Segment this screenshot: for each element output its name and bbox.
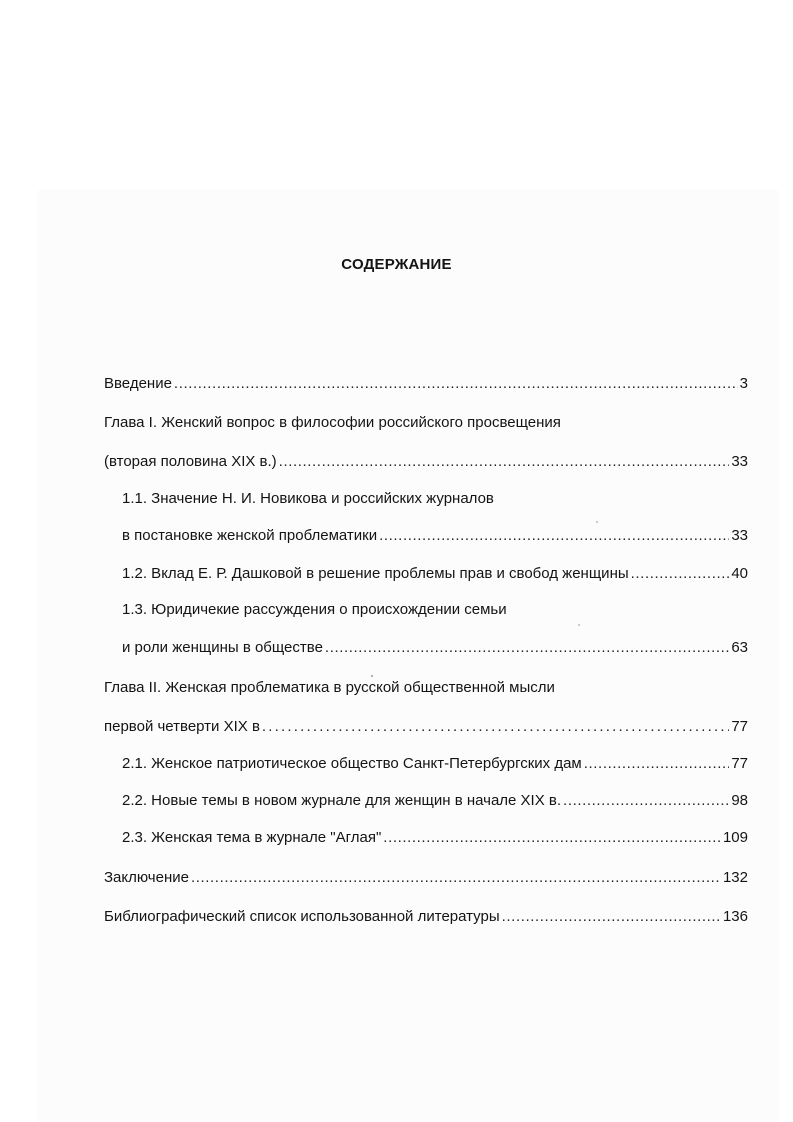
toc-entry-section-1-1-line-1 — [122, 488, 748, 510]
toc-entry-text: 1.1. Значение Н. И. Новикова и российских журналов — [122, 490, 494, 507]
toc-entry-chapter-1-line-2 — [104, 451, 748, 473]
toc-entry-chapter-2-line-2 — [104, 716, 748, 738]
toc-entry-text: 2.2. Новые темы в новом журнале для женщин в начале XIX в. — [122, 792, 562, 809]
page-title: СОДЕРЖАНИЕ — [341, 256, 452, 273]
scan-speck — [371, 675, 373, 677]
toc-page-number: 33 — [731, 527, 748, 544]
toc-entry-text: 1.2. Вклад Е. Р. Дашковой в решение проблемы прав и свобод женщины — [122, 565, 629, 582]
scan-speck — [596, 521, 598, 523]
dot-leader — [631, 563, 730, 585]
toc-entry-conclusion — [104, 867, 748, 889]
toc-entry-text: Заключение — [104, 869, 189, 886]
toc-entry-section-2-1 — [122, 753, 748, 775]
toc-page-number: 98 — [731, 792, 748, 809]
toc-entry-text: и роли женщины в обществе — [122, 639, 323, 656]
toc-page-number: 77 — [731, 755, 748, 772]
toc-entry-text: первой четверти XIX в — [104, 718, 260, 735]
toc-entry-text: Библиографический список использованной литературы — [104, 908, 500, 925]
toc-entry-text: в постановке женской проблематики — [122, 527, 378, 544]
toc-entry-introduction — [104, 373, 748, 395]
toc-page-number: 3 — [739, 375, 748, 392]
toc-entry-section-2-3 — [122, 827, 748, 849]
dot-leader — [325, 637, 729, 659]
dot-leader — [563, 790, 729, 812]
dot-leader — [379, 525, 729, 547]
toc-entry-section-1-1-line-2 — [122, 525, 748, 547]
toc-entry-text: 2.3. Женская тема в журнале "Аглая" — [122, 829, 382, 846]
dot-leader — [584, 753, 730, 775]
toc-entry-text: 2.1. Женское патриотическое общество Санкт-Петербургских дам — [122, 755, 582, 772]
dot-leader — [262, 716, 729, 738]
toc-page-number: 40 — [731, 565, 748, 582]
toc-entry-bibliography — [104, 906, 748, 928]
toc-entry-section-1-2 — [122, 563, 748, 585]
toc-entry-text: Глава II. Женская проблематика в русской общественной мысли — [104, 679, 555, 696]
toc-page-number: 63 — [731, 639, 748, 656]
toc-page-number: 109 — [722, 829, 748, 846]
toc-page-number: 132 — [722, 869, 748, 886]
toc-entry-chapter-2-line-1 — [104, 677, 748, 699]
scan-speck — [578, 624, 580, 626]
dot-leader — [502, 906, 721, 928]
dot-leader — [174, 373, 738, 395]
toc-entry-text: Глава I. Женский вопрос в философии российского просвещения — [104, 414, 561, 431]
toc-entry-chapter-1-line-1 — [104, 412, 748, 434]
toc-page-number: 33 — [731, 453, 748, 470]
toc-entry-section-1-3-line-1 — [122, 599, 748, 621]
toc-entry-text: 1.3. Юридичекие рассуждения о происхождении семьи — [122, 601, 507, 618]
toc-entry-section-2-2 — [122, 790, 748, 812]
toc-page-number: 136 — [722, 908, 748, 925]
dot-leader — [279, 451, 730, 473]
dot-leader — [383, 827, 721, 849]
toc-entry-text: Введение — [104, 375, 172, 392]
dot-leader — [191, 867, 721, 889]
toc-entry-section-1-3-line-2 — [122, 637, 748, 659]
toc-entry-text: (вторая половина XIX в.) — [104, 453, 277, 470]
toc-page-number: 77 — [731, 718, 748, 735]
